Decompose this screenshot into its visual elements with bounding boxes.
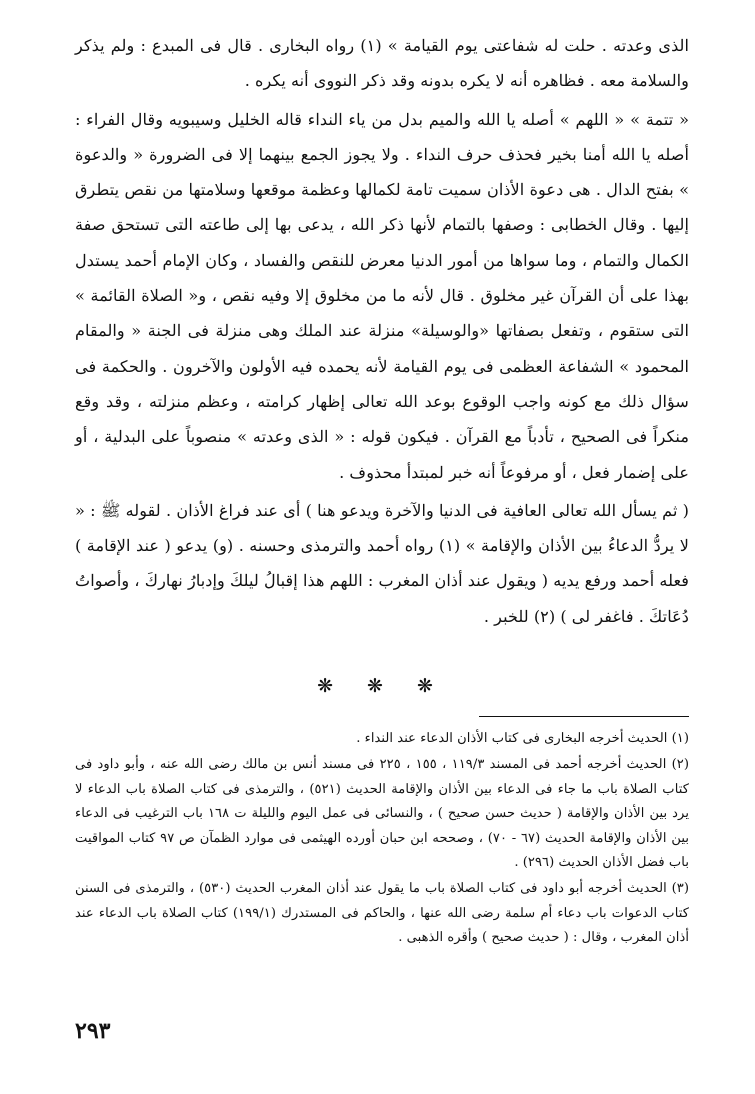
footnote-1: (١) الحديث أخرجه البخارى فى كتاب الأذان الدعاء عند النداء . [356,731,689,747]
ornament-stars: ❋ ❋ ❋ [317,675,447,698]
paragraph-2: « تتمة » « اللهم » أصله يا الله والميم بدل من ياء النداء قاله الخليل وسيبويه وقال الفراء : أصله يا الله أمنا بخير فحذف حرف النداء . ولا يجوز الجمع بينهما إلا فى الضرورة « والدعوة » بفتح الدال . هى دعوة الأذان سميت تامة لكمالها وعظمة موقعها وسلامتها من نقص يتطرق إليها . وقال الخطابى : وصفها بالتمام لأنها ذكر الله ، يدعى بها إلى طاعته التى تستحق صفة الكمال والتمام ، وما سواها من أمور الدنيا معرض للنقص والفساد ، وكان الإمام أحمد يستدل بهذا على أن القرآن غير مخلوق . قال لأنه ما من مخلوق إلا وفيه نقص ، و« الصلاة القائمة » التى ستقوم ، وتفعل بصفاتها «والوسيلة» منزلة عند الملك وهى منزلة فى الجنة « والمقام المحمود » الشفاعة العظمى فى يوم القيامة لأنه يحمده فيه الأولون والآخرون . والحكمة فى سؤال ذلك مع كونه واجب الوقوع بوعد الله تعالى إظهار كرامته ، وعظم منزلته ، وقد وقع منكراً فى الصحيح ، تأدباً مع القرآن . فيكون قوله : « الذى وعدته » منصوباً على البدلية ، أو على إضمار فعل ، أو مرفوعاً أنه خبر لمبتدأ محذوف . [75,109,689,482]
footnotes [75,727,689,951]
footnote-divider [479,716,689,717]
footnote-3: (٣) الحديث أخرجه أبو داود فى كتاب الصلاة باب ما يقول عند أذان المغرب الحديث (٥٣٠) ، والترمذى فى السنن كتاب الدعوات باب دعاء أم سلمة رضى الله عنها ، والحاكم فى المستدرك (١٩٩/١) كتاب الصلاة باب الدعاء عند أذان المغرب ، وقال : ( حديث صحيح ) وأقره الذهبى . [75,881,689,946]
paragraph-1: الذى وعدته . حلت له شفاعتى يوم القيامة » (١) رواه البخارى . قال فى المبدع : ولم يذكر والسلامة معه . فظاهره أنه لا يكره بدونه وقد ذكر النووى أنه يكره . [75,36,689,91]
page-number: ٢٩٣ [75,1018,111,1044]
footnote-2: (٢) الحديث أخرجه أحمد فى المسند ١١٩/٣ ، ١٥٥ ، ٢٢٥ فى مسند أنس بن مالك رضى الله عنه ، وأبو داود فى كتاب الصلاة باب ما جاء فى الدعاء بين الأذان والإقامة الحديث (٥٢١) ، والترمذى فى كتاب الصلاة باب الدعاء لا يرد بين الأذان والإقامة ( حديث حسن صحيح ) ، والنسائى فى عمل اليوم والليلة ت ١٦٨ باب الترغيب فى الدعاء بين الأذان والإقامة الحديث (٦٧ - ٧٠) ، وصححه ابن حبان أورده الهيثمى فى موارد الظمآن ص ٩٧ كتاب المواقيت باب فضل الأذان الحديث (٢٩٦) . [75,757,690,871]
paragraph-3: ( ثم يسأل الله تعالى العافية فى الدنيا والآخرة ويدعو هنا ) أى عند فراغ الأذان . لقوله ﷺ : « لا يردُّ الدعاءُ بين الأذان والإقامة » (١) رواه أحمد والترمذى وحسنه . (و) يدعو ( عند الإقامة ) فعله أحمد ورفع يديه ( ويقول عند أذان المغرب : اللهم هذا إقبالُ ليلكَ وإدبارُ نهاركَ ، وأصواتُ دُعَاتكَ . فاغفر لى ) (٢) للخبر . [75,500,689,626]
section-ornament [75,666,689,706]
main-text [75,28,689,634]
